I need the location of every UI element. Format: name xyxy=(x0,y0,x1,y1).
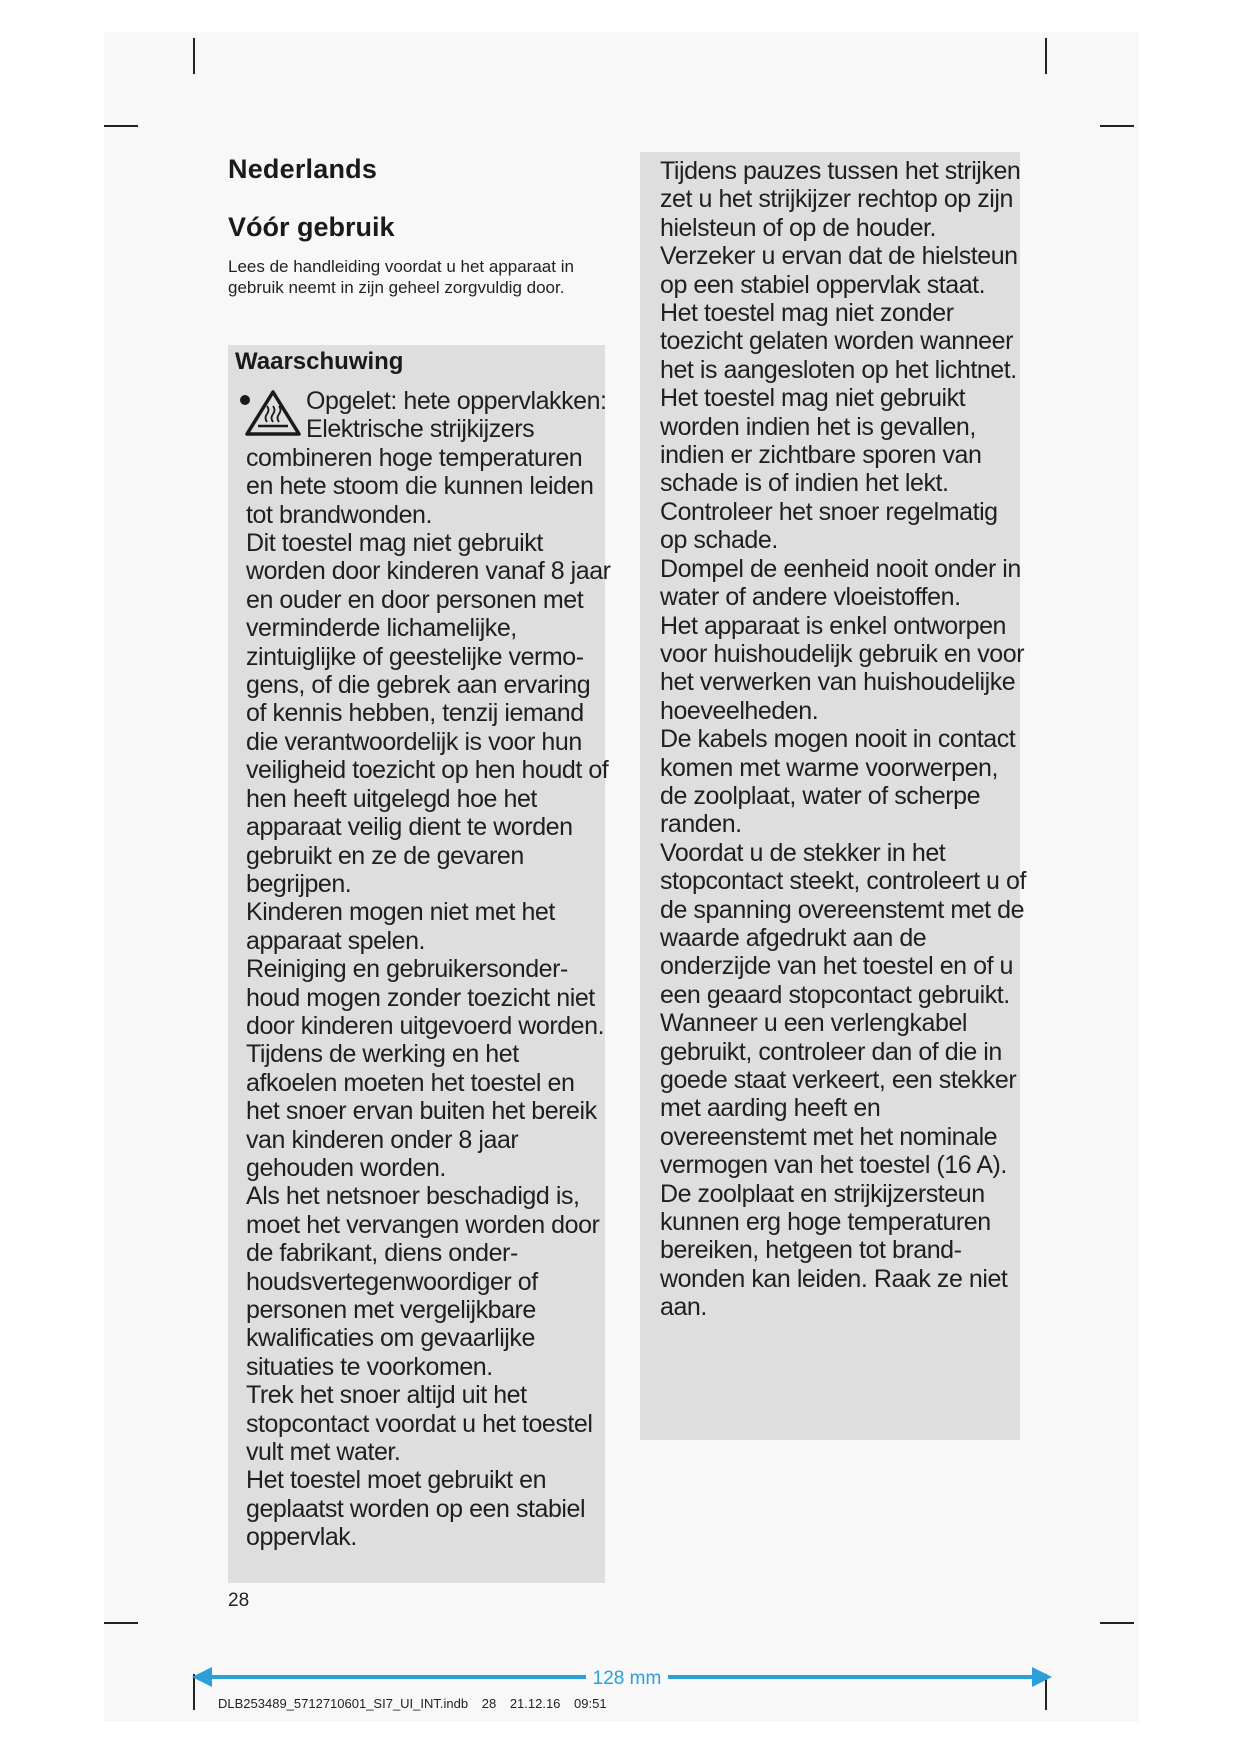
measure-label: 128 mm xyxy=(592,1668,662,1689)
warning-item: Als het netsnoer beschadigd is, moet het vervangen worden door de fabrikant, diens onderhoudsvertegenwoordiger of personen met vergelijkbare kwalificaties om gevaarlijke situaties te voorkomen. xyxy=(246,1182,600,1381)
warning-item: Tijdens de werking en het afkoelen moeten het toestel en het snoer ervan buiten het bereik van kinderen onder 8 jaar gehouden worden. xyxy=(246,1040,597,1182)
language-heading: Nederlands xyxy=(228,154,378,184)
warning-item: Het apparaat is enkel ontworpen voor huishoudelijk gebruik en voor het verwerken van huishoudelijke hoeveelheden. xyxy=(660,611,1025,725)
warning-item: Het toestel mag niet gebruikt worden indien het is gevallen, indien er zichtbare sporen van schade is of indien het lekt. Controleer het snoer regelmatig op schade. xyxy=(660,384,998,555)
warning-item: Dompel de eenheid nooit onder in water of andere vloeistoffen. xyxy=(660,554,1021,612)
crop-mark xyxy=(1100,125,1134,127)
page-number: 28 xyxy=(228,1590,250,1611)
crop-mark xyxy=(104,1622,138,1624)
crop-mark xyxy=(1045,38,1047,74)
warning-item: Opgelet: hete oppervlakken: Elektrische strijkijzers combineren hoge temperaturen en hete stoom die kunnen leiden tot brandwonden. xyxy=(246,387,607,529)
warning-item: Reiniging en gebruikersonderhoud mogen zonder toezicht niet door kinderen uitgevoerd worden. xyxy=(246,955,605,1040)
warning-item: Trek het snoer altijd uit het stopcontact voordat u het toestel vult met water. xyxy=(246,1381,593,1467)
footer-time: 09:51 xyxy=(574,1696,607,1711)
arrow-left-icon xyxy=(192,1667,212,1687)
crop-mark xyxy=(104,125,138,127)
warning-item: Dit toestel mag niet gebruikt worden door kinderen vanaf 8 jaar en ouder en door personen met verminderde lichamelijke, zintuiglijke of geestelijke vermogens, of die gebrek aan ervaring of kennis hebben, tenzij iemand die verantwoordelijk is voor hun veiligheid toezicht op hen houdt of hen heeft uitgelegd hoe het apparaat veilig dient te worden gebruikt en ze de gevaren begrijpen. xyxy=(246,529,611,898)
footer-file: DLB253489_5712710601_SI7_UI_INT.indb xyxy=(218,1696,469,1711)
warning-item: Het toestel moet gebruikt en geplaatst worden op een stabiel oppervlak. xyxy=(246,1466,586,1552)
warning-list-left xyxy=(246,387,611,1552)
print-footer xyxy=(218,1696,617,1711)
warning-item: Tijdens pauzes tussen het strijken zet u het strijkijzer rechtop op zijn hielsteun of op de houder. Verzeker u ervan dat de hielsteun op een stabiel oppervlak staat. xyxy=(660,157,1021,299)
warning-title: Waarschuwing xyxy=(235,348,404,375)
warning-item: Het toestel mag niet zonder toezicht gelaten worden wanneer het is aangesloten op het lichtnet. xyxy=(660,299,1017,384)
warning-item: De zoolplaat en strijkijzersteun kunnen erg hoge temperaturen bereiken, hetgeen tot brandwonden kan leiden. Raak ze niet aan. xyxy=(660,1179,1008,1322)
measure-bar xyxy=(192,1665,1052,1689)
footer-page: 28 xyxy=(481,1696,497,1711)
hot-surface-warning-icon xyxy=(240,389,302,437)
warning-item: Kinderen mogen niet met het apparaat spelen. xyxy=(246,898,555,955)
warning-list-right xyxy=(660,157,1030,1322)
warning-item: Wanneer u een verlengkabel gebruikt, controleer dan of die in goede staat verkeert, een stekker met aarding heeft en overeenstemt met het nominale vermogen van het toestel (16 A). xyxy=(660,1009,1017,1180)
section-heading: Vóór gebruik xyxy=(228,212,395,242)
crop-mark xyxy=(1100,1622,1134,1624)
arrow-right-icon xyxy=(1032,1667,1052,1687)
intro-text: Lees de handleiding voordat u het apparaat in gebruik neemt in zijn geheel zorgvuldig door. xyxy=(228,257,574,297)
crop-mark xyxy=(193,38,195,74)
warning-item: Voordat u de stekker in het stopcontact steekt, controleert u of de spanning overeenstemt met de waarde afgedrukt aan de onderzijde van het toestel en of u een geaard stopcontact gebruikt. xyxy=(660,838,1026,1009)
footer-date: 21.12.16 xyxy=(509,1696,561,1711)
warning-item: De kabels mogen nooit in contact komen met warme voorwerpen, de zoolplaat, water of scherpe randen. xyxy=(660,725,1016,839)
